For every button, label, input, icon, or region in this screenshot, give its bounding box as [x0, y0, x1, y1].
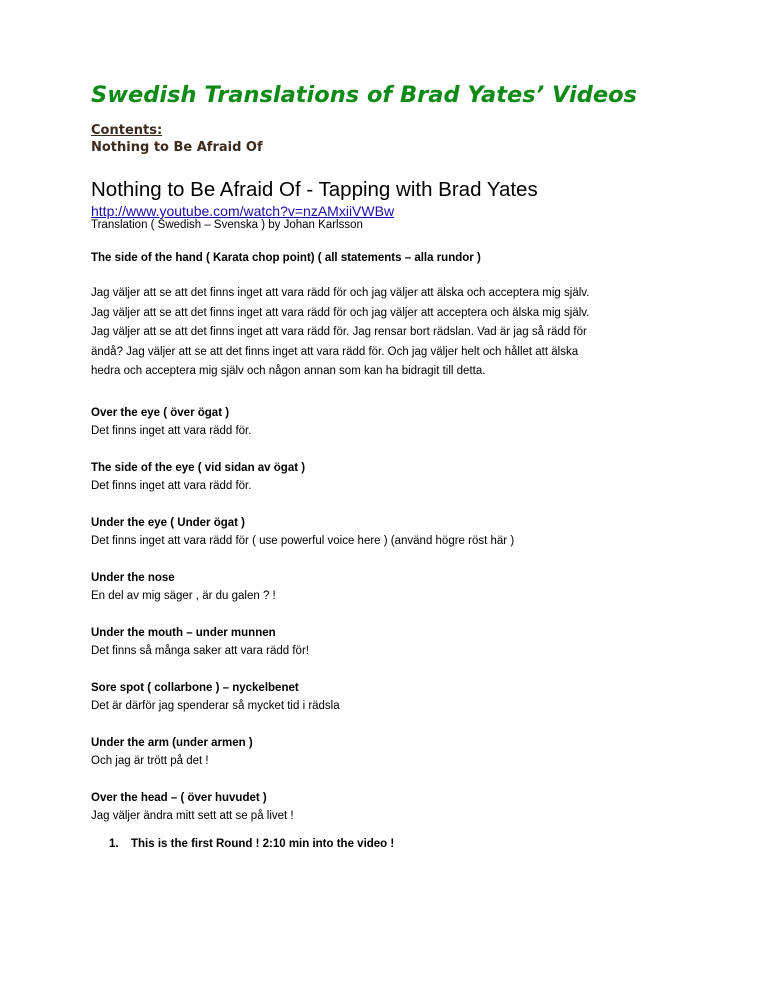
point-text-under-nose: En del av mig säger , är du galen ? ! [91, 590, 276, 602]
video-title: Nothing to Be Afraid Of - Tapping with Brad Yates [91, 178, 538, 201]
point-text-side-of-eye: Det finns inget att vara rädd för. [91, 480, 252, 492]
point-heading-under-nose: Under the nose [91, 572, 175, 584]
paragraph-line: Jag väljer att se att det finns inget att vara rädd för och jag väljer att älska och acceptera mig själv. [91, 287, 590, 299]
point-text-over-head: Jag väljer ändra mitt sett att se på livet ! [91, 810, 294, 822]
point-heading-collarbone: Sore spot ( collarbone ) – nyckelbenet [91, 682, 299, 694]
paragraph-line: ändå? Jag väljer att se att det finns inget att vara rädd för. Och jag väljer helt och hållet att älska [91, 345, 579, 358]
point-heading-under-arm: Under the arm (under armen ) [91, 737, 253, 749]
video-link[interactable]: http://www.youtube.com/watch?v=nzAMxiiVWBw [91, 203, 395, 219]
point-text-under-mouth: Det finns så många saker att vara rädd för! [91, 645, 309, 657]
paragraph-line: Jag väljer att se att det finns inget att vara rädd för och jag väljer att acceptera och älska mig själv. [91, 306, 590, 319]
point-heading-under-mouth: Under the mouth – under munnen [91, 627, 276, 639]
karate-chop-paragraph [91, 284, 681, 382]
contents-heading: Contents: [91, 123, 163, 138]
point-heading-over-eye: Over the eye ( över ögat ) [91, 407, 230, 419]
point-heading-under-eye: Under the eye ( Under ögat ) [91, 517, 245, 529]
document-title: Swedish Translations of Brad Yates’ Videos [91, 82, 637, 108]
point-text-over-eye: Det finns inget att vara rädd för. [91, 425, 252, 437]
round-note-number: 1. [109, 838, 119, 850]
round-note-text: This is the first Round ! 2:10 min into the video ! [131, 838, 395, 850]
contents-item-nothing-to-be-afraid-of[interactable]: Nothing to Be Afraid Of [91, 140, 263, 155]
translation-credit: Translation ( Swedish – Svenska ) by Johan Karlsson [91, 219, 363, 231]
point-heading-side-of-eye: The side of the eye ( vid sidan av ögat ) [91, 462, 306, 474]
paragraph-line: hedra och acceptera mig själv och någon annan som kan ha bidragit till detta. [91, 365, 486, 377]
point-text-collarbone: Det är därför jag spenderar så mycket tid i rädsla [91, 700, 340, 712]
point-text-under-eye: Det finns inget att vara rädd för ( use powerful voice here ) (använd högre röst här ) [91, 535, 515, 547]
paragraph-line: Jag väljer att se att det finns inget att vara rädd för. Jag rensar bort rädslan. Vad är jag så rädd för [91, 326, 587, 338]
round-note [109, 838, 394, 850]
point-heading-over-head: Over the head – ( över huvudet ) [91, 792, 267, 804]
karate-chop-heading: The side of the hand ( Karata chop point) ( all statements – alla rundor ) [91, 252, 481, 264]
point-text-under-arm: Och jag är trött på det ! [91, 755, 209, 767]
